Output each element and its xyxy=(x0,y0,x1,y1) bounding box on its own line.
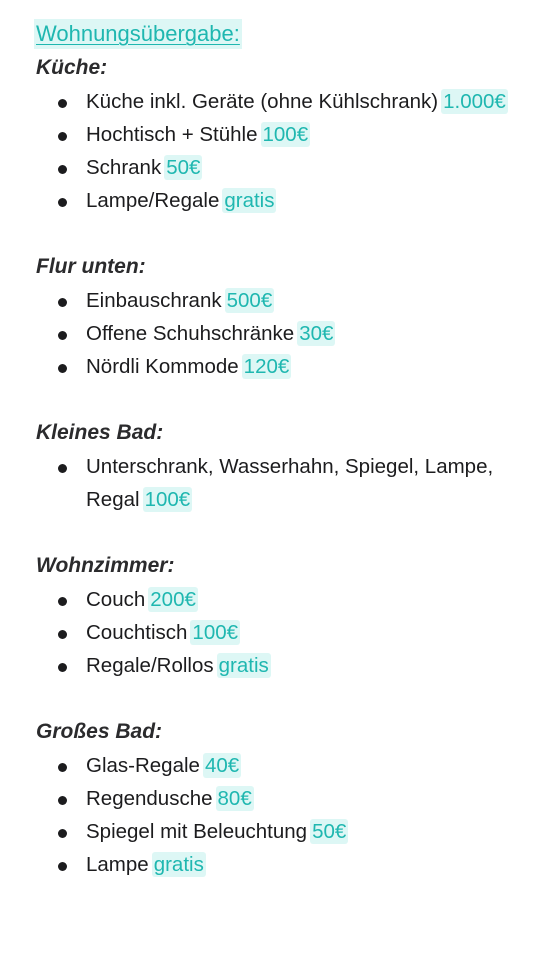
price-highlight: 50€ xyxy=(312,820,347,843)
bullet-icon xyxy=(58,829,67,838)
note-section xyxy=(36,717,528,881)
item-text: Nördli Kommode xyxy=(86,355,239,378)
note-title[interactable]: Wohnungsübergabe: xyxy=(34,19,242,49)
price-highlight: 200€ xyxy=(150,588,196,611)
item-text: Offene Schuhschränke xyxy=(86,322,295,345)
item-text: Spiegel mit Beleuchtung xyxy=(86,820,308,843)
bullet-icon xyxy=(58,364,67,373)
item-text: Einbauschrank xyxy=(86,289,222,312)
price-highlight: gratis xyxy=(153,853,204,876)
section-heading: Wohnzimmer: xyxy=(36,554,175,577)
price-highlight: 1.000€ xyxy=(443,90,506,113)
section-heading: Küche: xyxy=(36,56,108,79)
item-text: Regale/Rollos xyxy=(86,654,214,677)
sections-container xyxy=(36,53,528,881)
section-heading: Großes Bad: xyxy=(36,720,163,743)
item-text: Schrank xyxy=(86,156,162,179)
list-item xyxy=(36,85,528,118)
list-item xyxy=(36,317,528,350)
list-item xyxy=(36,151,528,184)
bullet-list xyxy=(36,749,528,881)
item-text: Küche inkl. Geräte (ohne Kühlschrank) xyxy=(86,90,439,113)
list-item xyxy=(36,350,528,383)
item-text: Couch xyxy=(86,588,146,611)
list-item xyxy=(36,284,528,317)
price-highlight: 40€ xyxy=(204,754,240,777)
bullet-icon xyxy=(58,464,67,473)
bullet-icon xyxy=(58,198,67,207)
bullet-icon xyxy=(58,165,67,174)
bullet-icon xyxy=(58,862,67,871)
bullet-icon xyxy=(58,298,67,307)
bullet-icon xyxy=(58,630,67,639)
price-highlight: 120€ xyxy=(243,355,290,378)
item-text: Couchtisch xyxy=(86,621,188,644)
price-highlight: gratis xyxy=(224,189,275,212)
bullet-icon xyxy=(58,132,67,141)
bullet-list xyxy=(36,450,528,516)
price-highlight: 500€ xyxy=(226,289,273,312)
note-section xyxy=(36,418,528,516)
price-highlight: 100€ xyxy=(262,123,309,146)
item-text: Regendusche xyxy=(86,787,213,810)
item-text: Lampe/Regale xyxy=(86,189,220,212)
price-highlight: 80€ xyxy=(217,787,252,810)
list-item xyxy=(36,616,528,649)
item-text: Unterschrank, Wasserhahn, Spiegel, Lampe, Regal xyxy=(86,455,494,511)
price-highlight: 100€ xyxy=(144,488,191,511)
list-item xyxy=(36,118,528,151)
note-section xyxy=(36,252,528,383)
note-section xyxy=(36,53,528,217)
section-heading: Flur unten: xyxy=(36,255,146,278)
list-item xyxy=(36,848,528,881)
price-highlight: 100€ xyxy=(192,621,239,644)
note-section xyxy=(36,551,528,682)
bullet-icon xyxy=(58,331,67,340)
list-item xyxy=(36,583,528,616)
list-item xyxy=(36,815,528,848)
price-highlight: gratis xyxy=(218,654,269,677)
bullet-icon xyxy=(58,763,67,772)
bullet-list xyxy=(36,85,528,217)
price-highlight: 50€ xyxy=(166,156,201,179)
item-text: Lampe xyxy=(86,853,149,876)
list-item xyxy=(36,649,528,682)
bullet-list xyxy=(36,284,528,383)
section-heading: Kleines Bad: xyxy=(36,421,164,444)
bullet-list xyxy=(36,583,528,682)
bullet-icon xyxy=(58,597,67,606)
bullet-icon xyxy=(58,796,67,805)
item-text: Glas-Regale xyxy=(86,754,200,777)
list-item xyxy=(36,450,528,516)
price-highlight: 30€ xyxy=(299,322,334,345)
bullet-icon xyxy=(58,663,67,672)
list-item xyxy=(36,184,528,217)
bullet-icon xyxy=(58,99,67,108)
list-item xyxy=(36,749,528,782)
item-text: Hochtisch + Stühle xyxy=(86,123,258,146)
list-item xyxy=(36,782,528,815)
